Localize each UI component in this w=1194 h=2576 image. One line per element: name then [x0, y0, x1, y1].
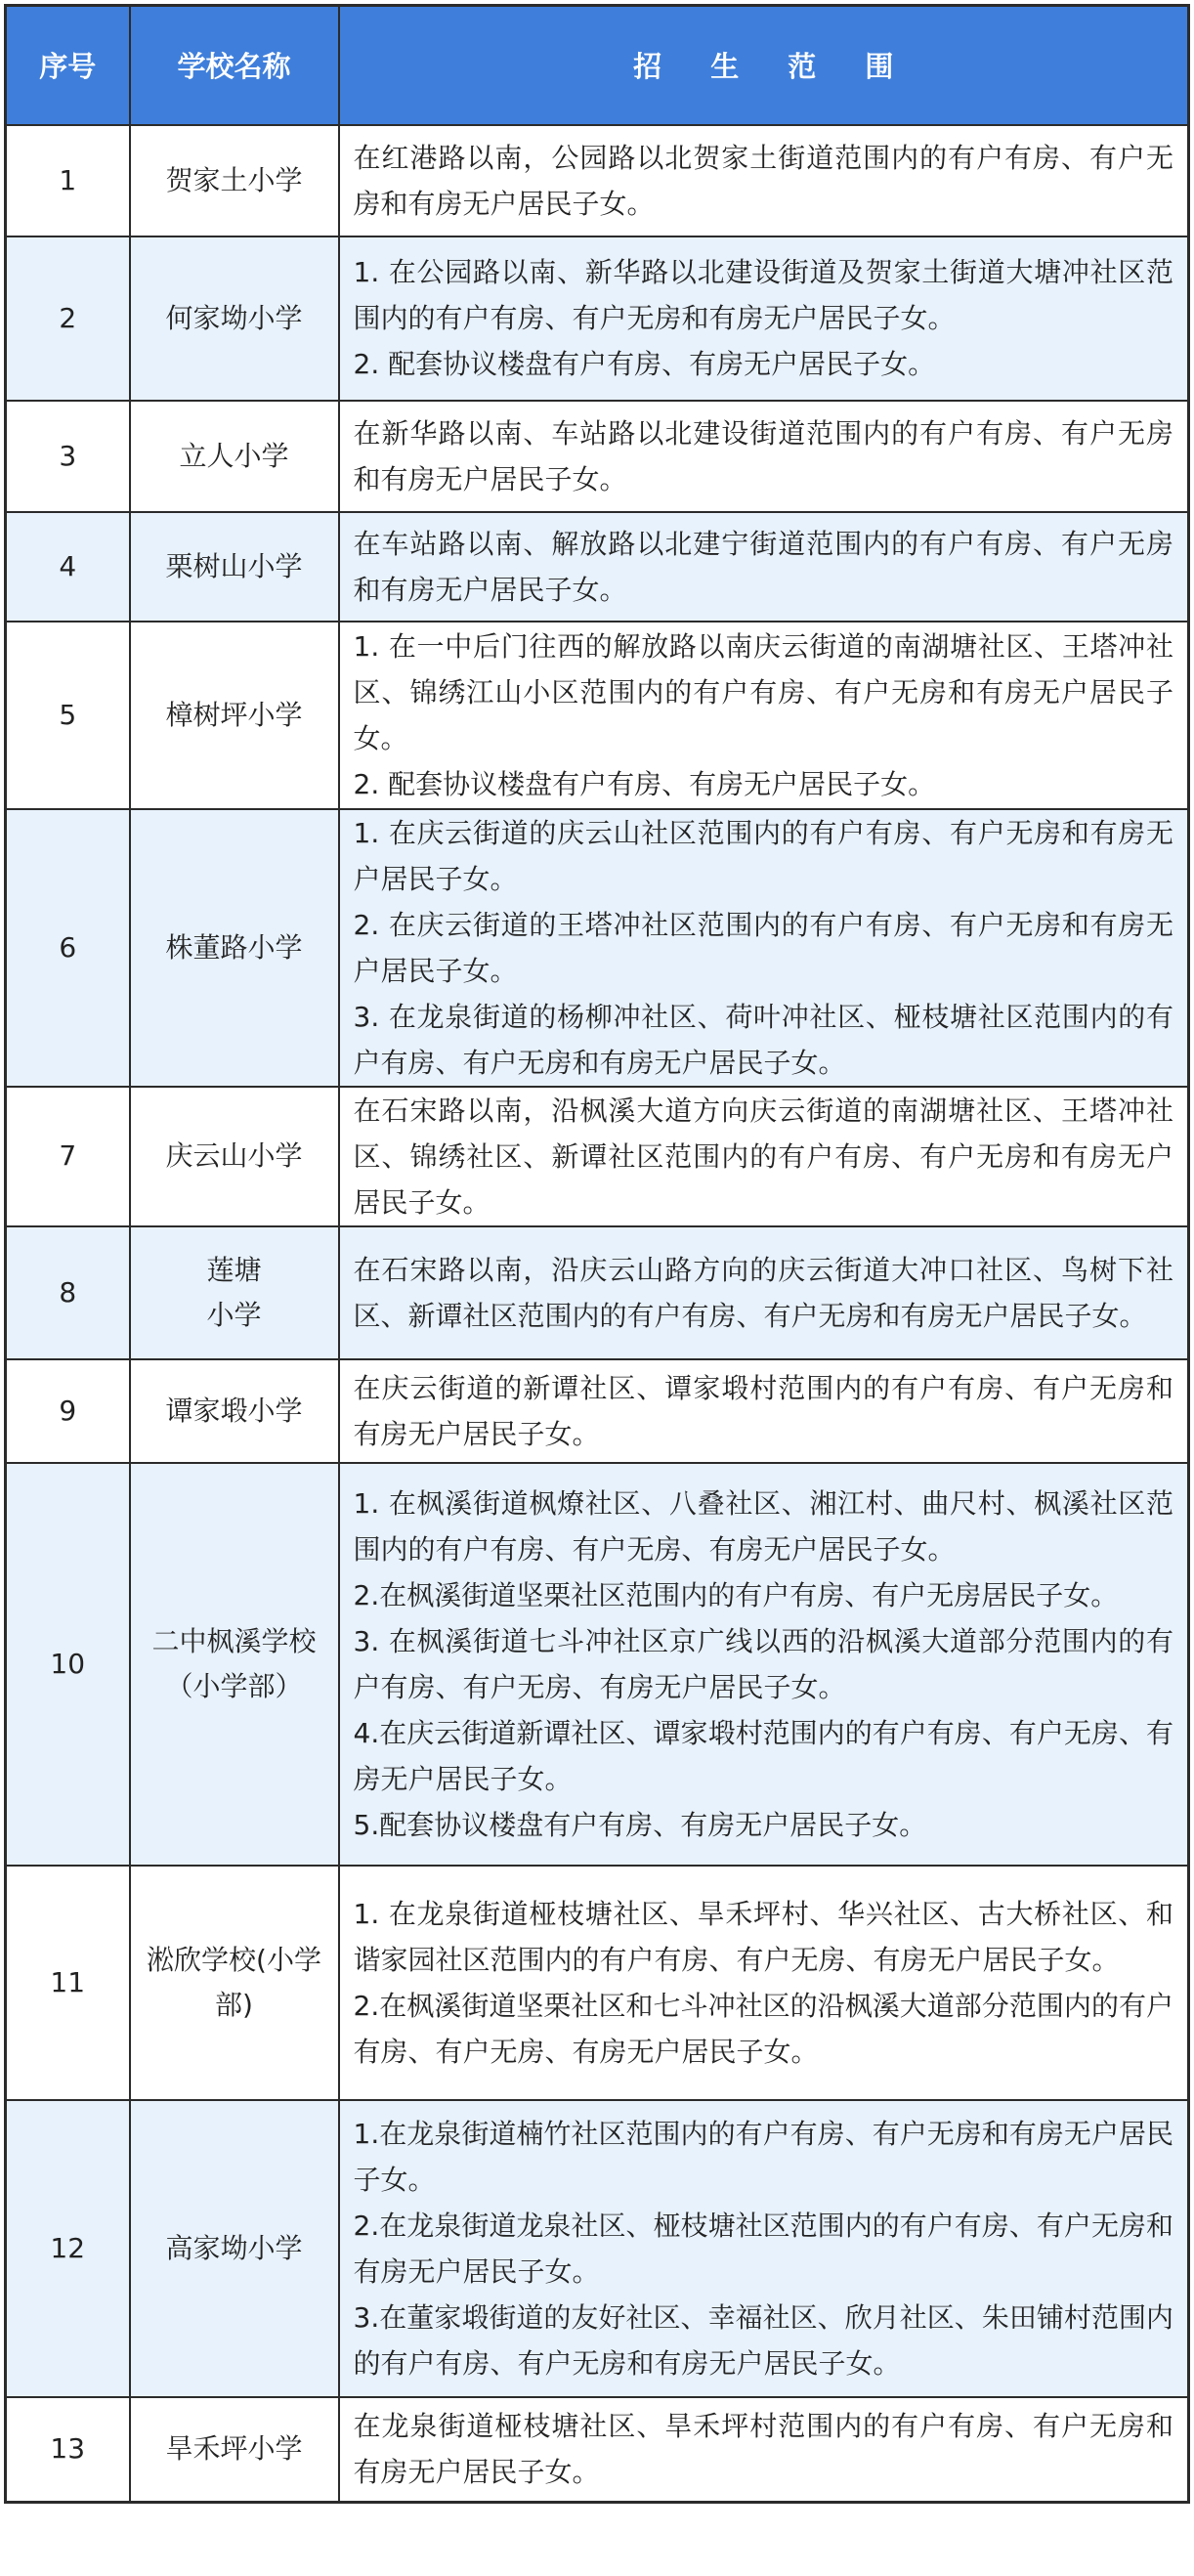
- row-number: 2: [6, 236, 130, 401]
- scope-item: 2. 配套协议楼盘有户有房、有房无户居民子女。: [353, 348, 936, 380]
- enrollment-scope: [339, 809, 1189, 1087]
- school-name: 樟树坪小学: [130, 622, 339, 809]
- row-number: 9: [6, 1359, 130, 1463]
- scope-item: 1. 在庆云街道的庆云山社区范围内的有户有房、有户无房和有房无户居民子女。: [353, 816, 1173, 895]
- enrollment-scope: [339, 1359, 1189, 1463]
- enrollment-scope: [339, 622, 1189, 809]
- enrollment-table: [4, 4, 1190, 2504]
- school-name: 何家坳小学: [130, 236, 339, 401]
- table-row: [6, 236, 1189, 401]
- school-name: 二中枫溪学校（小学部）: [130, 1463, 339, 1866]
- school-name: 栗树山小学: [130, 512, 339, 622]
- enrollment-scope: [339, 125, 1189, 236]
- scope-item: 1. 在一中后门往西的解放路以南庆云街道的南湖塘社区、王塔冲社区、锦绣江山小区范围内的有户有房、有户无房和有房无户居民子女。: [353, 629, 1173, 754]
- school-name: 莲塘 小学: [130, 1226, 339, 1359]
- enrollment-scope: [339, 236, 1189, 401]
- row-number: 6: [6, 809, 130, 1087]
- school-name: 立人小学: [130, 401, 339, 512]
- enrollment-scope: [339, 401, 1189, 512]
- scope-item: 2.在枫溪街道坚栗社区和七斗冲社区的沿枫溪大道部分范围内的有户有房、有户无房、有房无户居民子女。: [353, 1989, 1173, 2068]
- school-name: 谭家塅小学: [130, 1359, 339, 1463]
- scope-item: 1. 在龙泉街道桠枝塘社区、旱禾坪村、华兴社区、古大桥社区、和谐家园社区范围内的有户有房、有户无房、有房无户居民子女。: [353, 1897, 1173, 1976]
- enrollment-scope: [339, 1866, 1189, 2100]
- scope-item: 3.在董家塅街道的友好社区、幸福社区、欣月社区、朱田铺村范围内的有户有房、有户无房和有房无户居民子女。: [353, 2300, 1173, 2380]
- header-row: [6, 6, 1189, 125]
- row-number: 8: [6, 1226, 130, 1359]
- school-name: 高家坳小学: [130, 2100, 339, 2397]
- scope-item: 2. 配套协议楼盘有户有房、有房无户居民子女。: [353, 767, 936, 800]
- enrollment-scope: [339, 512, 1189, 622]
- scope-item: 4.在庆云街道新谭社区、谭家塅村范围内的有户有房、有户无房、有房无户居民子女。: [353, 1716, 1173, 1795]
- table-row: [6, 512, 1189, 622]
- table-row: [6, 809, 1189, 1087]
- enrollment-scope: [339, 1087, 1189, 1226]
- enrollment-scope: [339, 2397, 1189, 2503]
- table-row: [6, 2100, 1189, 2397]
- scope-item: 在新华路以南、车站路以北建设街道范围内的有户有房、有户无房和有房无户居民子女。: [353, 416, 1173, 495]
- scope-item: 2.在枫溪街道坚栗社区范围内的有户有房、有户无房居民子女。: [353, 1578, 1119, 1611]
- row-number: 3: [6, 401, 130, 512]
- scope-item: 1. 在枫溪街道枫燎社区、八叠社区、湘江村、曲尺村、枫溪社区范围内的有户有房、有户无房、有房无户居民子女。: [353, 1486, 1173, 1566]
- row-number: 11: [6, 1866, 130, 2100]
- row-number: 7: [6, 1087, 130, 1226]
- header-no: 序号: [6, 6, 130, 125]
- row-number: 12: [6, 2100, 130, 2397]
- table-row: [6, 1087, 1189, 1226]
- row-number: 4: [6, 512, 130, 622]
- scope-item: 3. 在龙泉街道的杨柳冲社区、荷叶冲社区、桠枝塘社区范围内的有户有房、有户无房和有房无户居民子女。: [353, 1000, 1173, 1079]
- table-row: [6, 125, 1189, 236]
- school-name: 庆云山小学: [130, 1087, 339, 1226]
- scope-item: 在石宋路以南，沿庆云山路方向的庆云街道大冲口社区、鸟树下社区、新谭社区范围内的有户有房、有户无房和有房无户居民子女。: [353, 1253, 1173, 1332]
- school-name: 旱禾坪小学: [130, 2397, 339, 2503]
- enrollment-scope: [339, 1463, 1189, 1866]
- scope-item: 在石宋路以南，沿枫溪大道方向庆云街道的南湖塘社区、王塔冲社区、锦绣社区、新谭社区范围内的有户有房、有户无房和有房无户居民子女。: [353, 1094, 1173, 1219]
- scope-item: 1. 在公园路以南、新华路以北建设街道及贺家土街道大塘冲社区范围内的有户有房、有户无房和有房无户居民子女。: [353, 256, 1173, 334]
- table-row: [6, 1463, 1189, 1866]
- scope-item: 2. 在庆云街道的王塔冲社区范围内的有户有房、有户无房和有房无户居民子女。: [353, 908, 1173, 987]
- table-row: [6, 1866, 1189, 2100]
- table-row: [6, 401, 1189, 512]
- table-row: [6, 1226, 1189, 1359]
- header-school: 学校名称: [130, 6, 339, 125]
- enrollment-scope: [339, 2100, 1189, 2397]
- table-row: [6, 1359, 1189, 1463]
- enrollment-scope: [339, 1226, 1189, 1359]
- table-row: [6, 2397, 1189, 2503]
- row-number: 5: [6, 622, 130, 809]
- scope-item: 在车站路以南、解放路以北建宁街道范围内的有户有房、有户无房和有房无户居民子女。: [353, 527, 1173, 606]
- scope-item: 2.在龙泉街道龙泉社区、桠枝塘社区范围内的有户有房、有户无房和有房无户居民子女。: [353, 2209, 1173, 2288]
- scope-item: 在红港路以南，公园路以北贺家土街道范围内的有户有房、有户无房和有房无户居民子女。: [353, 141, 1173, 220]
- scope-item: 在龙泉街道桠枝塘社区、旱禾坪村范围内的有户有房、有户无房和有房无户居民子女。: [353, 2410, 1173, 2489]
- school-name: 淞欣学校(小学部): [130, 1866, 339, 2100]
- school-name: 株董路小学: [130, 809, 339, 1087]
- row-number: 13: [6, 2397, 130, 2503]
- scope-item: 3. 在枫溪街道七斗冲社区京广线以西的沿枫溪大道部分范围内的有户有房、有户无房、有房无户居民子女。: [353, 1624, 1173, 1703]
- table-row: [6, 622, 1189, 809]
- scope-item: 1.在龙泉街道楠竹社区范围内的有户有房、有户无房和有房无户居民子女。: [353, 2117, 1173, 2196]
- header-scope: 招 生 范 围: [339, 6, 1189, 125]
- scope-item: 在庆云街道的新谭社区、谭家塅村范围内的有户有房、有户无房和有房无户居民子女。: [353, 1371, 1173, 1450]
- row-number: 1: [6, 125, 130, 236]
- scope-item: 5.配套协议楼盘有户有房、有房无户居民子女。: [353, 1808, 927, 1841]
- school-name: 贺家土小学: [130, 125, 339, 236]
- row-number: 10: [6, 1463, 130, 1866]
